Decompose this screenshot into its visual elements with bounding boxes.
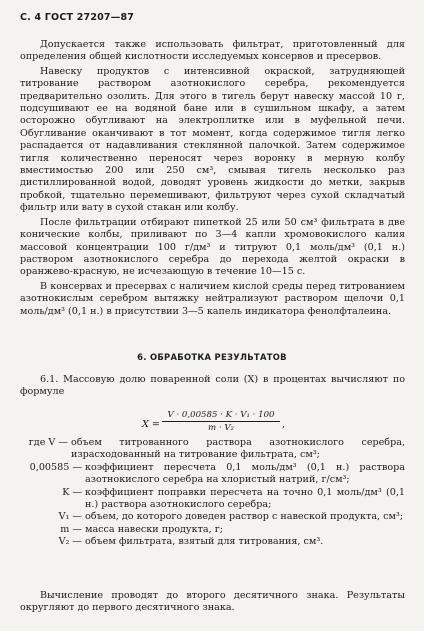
definition-term: m — xyxy=(60,523,82,535)
paragraph-ashing: Навеску продуктов с интенсивной окраской, затрудняющей титрование раствором азотнокислого серебра, рекомендуется предварительно озолить. Для этого в тигель берут навеску массой 10 г, подсушивают ее на водяной бане или в сушильном шкафу, а затем осторожно обугливают на электроплитке или в муфельной печи. Обугливание оканчивают в тот момент, когда содержимое тигля легко распадается от надавливания стеклянной палочкой. Затем содержимое тигля количественно переносят через воронку в мерную колбу вместимостью 200 или 250 см³, смывая тигель несколько раз дистиллированной водой, доводят уровень жидкости до метки, закрыв пробкой, тщательно перемешивают, фильтруют через сухой складчатый фильтр или вату в сухой стакан или колбу. xyxy=(20,65,405,214)
paragraph-titration: После фильтрации отбирают пипеткой 25 или 50 см³ фильтрата в две конические колбы, приливают по 3—4 капли хромовокислого калия массовой концентрации 100 г/дм³ и титруют 0,1 моль/дм³ (0,1 н.) раствором азотнокислого серебра до перехода желтой окраски в оранжево-красную, не исчезающую в течение 10—15 с. xyxy=(20,216,405,278)
formula-numerator: V · 0,00585 · K · V₁ · 100 xyxy=(162,410,280,422)
definition-row xyxy=(20,462,405,487)
definition-term: 0,00585 — xyxy=(29,461,82,473)
definition-desc: объем фильтрата, взятый для титрования, см³. xyxy=(85,536,324,548)
definition-desc: коэффициент поправки пересчета на точно 0,1 моль/дм³ (0,1 н.) раствора азотнокислого серебра; xyxy=(85,486,405,511)
definition-term: K — xyxy=(62,486,82,498)
definition-desc: коэффициент пересчета 0,1 моль/дм³ (0,1 н.) раствора азотнокислого серебра на хлористый натрий, г/см³; xyxy=(85,461,405,486)
definition-row xyxy=(20,487,405,512)
definition-row xyxy=(20,524,405,536)
definition-desc: масса навески продукта, г; xyxy=(85,523,223,535)
definition-row xyxy=(20,511,405,523)
section-title: 6. ОБРАБОТКА РЕЗУЛЬТАТОВ xyxy=(137,352,287,362)
page-header: С. 4 ГОСТ 27207—87 xyxy=(20,12,135,23)
definition-row xyxy=(20,437,405,462)
formula-lhs: X = xyxy=(142,419,160,430)
definition-desc: объем, до которого доведен раствор с навеской продукта, см³; xyxy=(85,511,404,523)
paragraph-neutralization: В консервах и пресервах с наличием кислой среды перед титрованием азотнокислым серебром вытяжку нейтрализуют раствором щелочи 0,1 моль/дм³ (0,1 н.) в присутствии 3—5 капель индикатора фенолфталеина. xyxy=(20,280,405,317)
definition-term: V₁ — xyxy=(58,511,82,523)
definition-desc: объем титрованного раствора азотнокислого серебра, израсходованный на титрование фильтрата, см³; xyxy=(71,437,405,461)
definition-term: V₂ — xyxy=(58,536,82,548)
definitions-list xyxy=(20,437,405,549)
definition-row xyxy=(20,536,405,548)
paragraph-6-1: 6.1. Массовую долю поваренной соли (X) в процентах вычисляют по формуле xyxy=(20,374,405,398)
paragraph-filtrate: Допускается также использовать фильтрат, приготовленный для определения общей кислотности исследуемых консервов и пресервов. xyxy=(20,39,405,63)
formula-denominator: m · V₂ xyxy=(208,423,234,433)
body-text xyxy=(20,39,405,318)
formula-fraction xyxy=(162,410,280,433)
formula-comma: , xyxy=(282,419,286,430)
definition-term: где V — xyxy=(28,437,68,448)
paragraph-rounding: Вычисление проводят до второго десятичного знака. Результаты округляют до первого десятичного знака. xyxy=(20,590,405,614)
